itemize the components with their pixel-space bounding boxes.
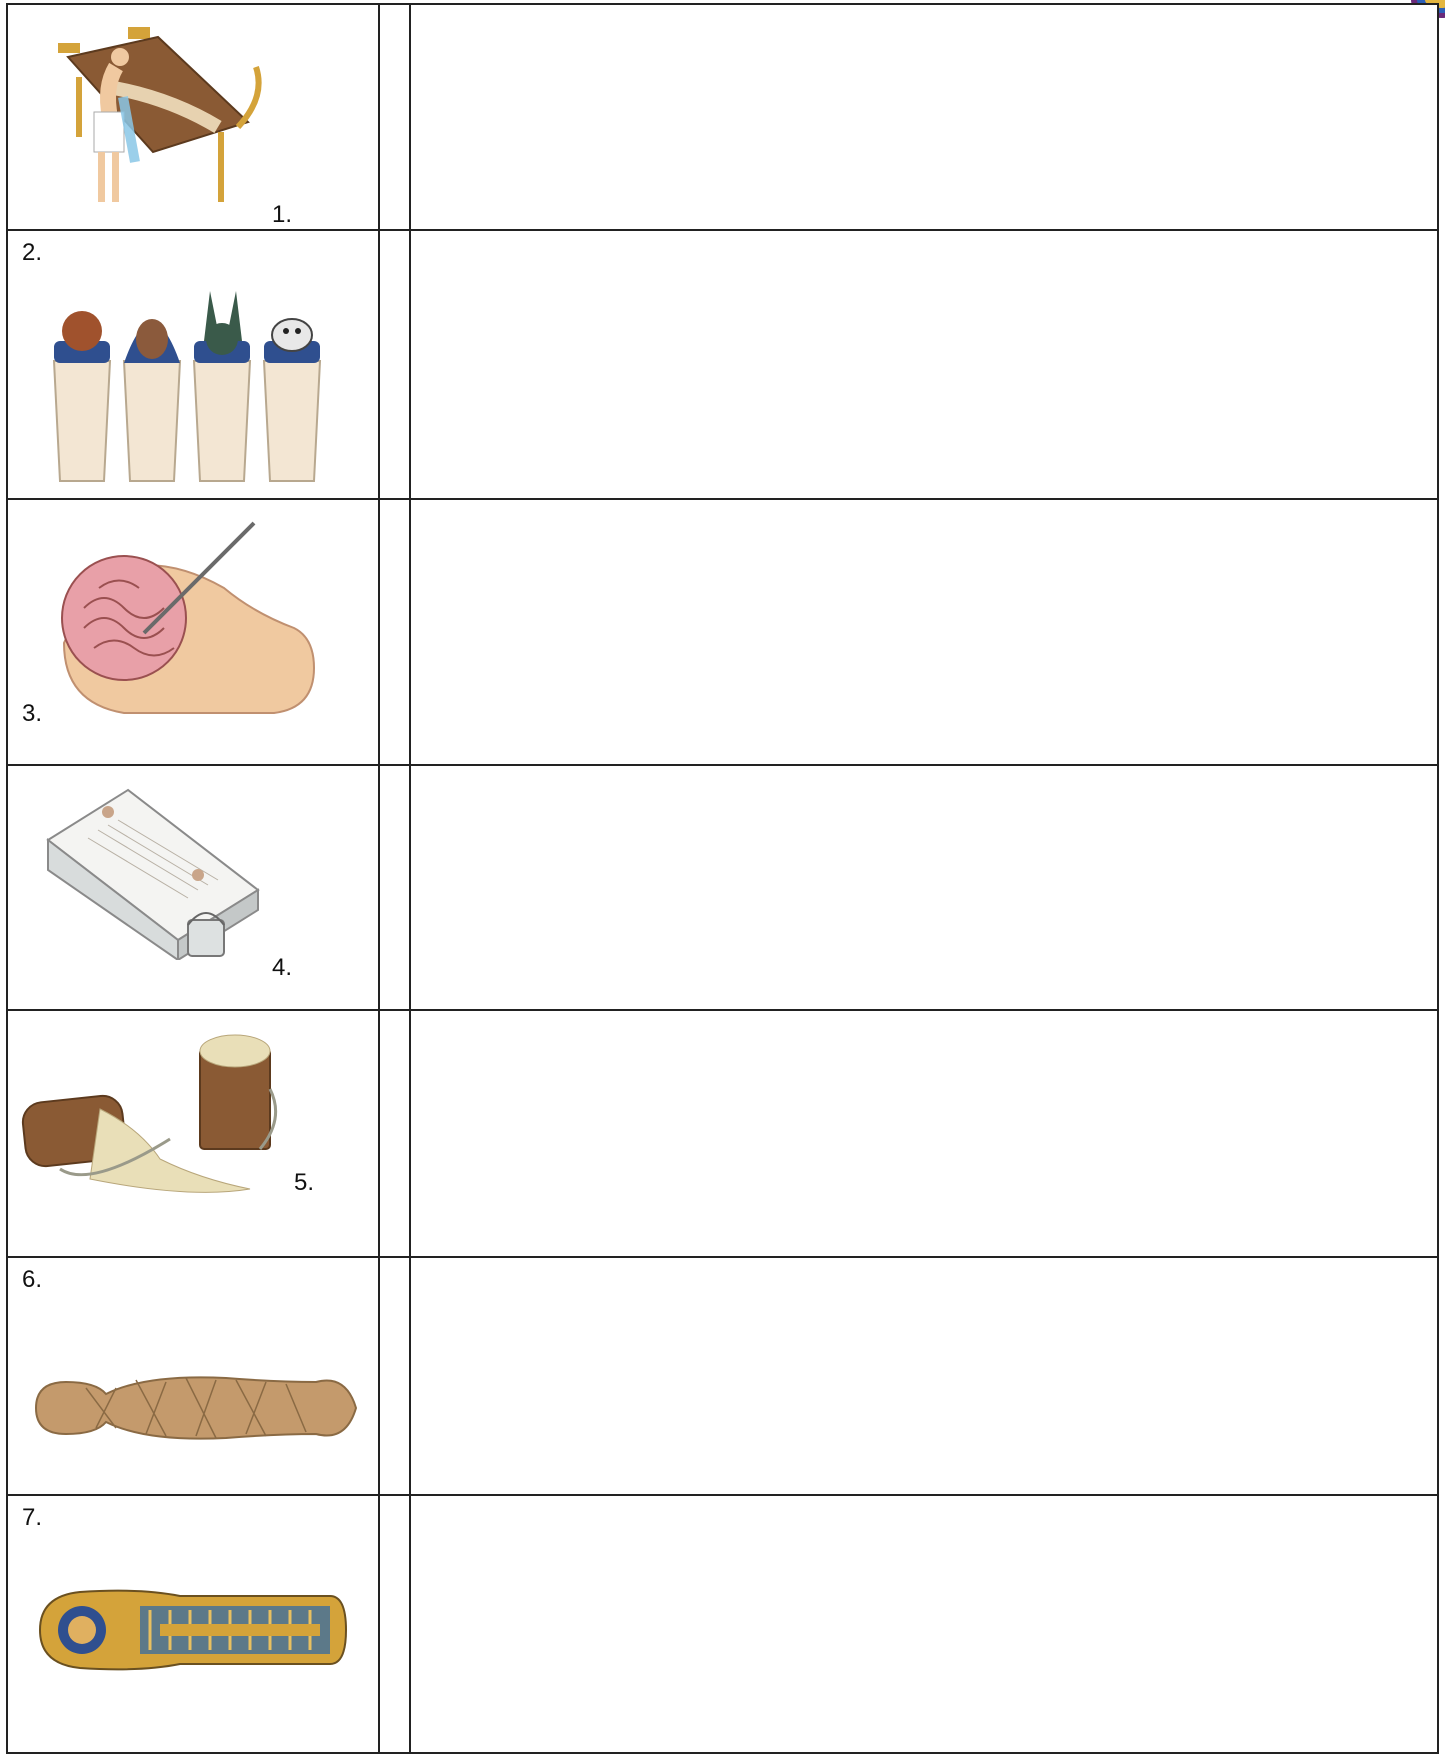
step-picture-cell-2 (6, 229, 380, 500)
step-answer-cell-7[interactable] (409, 1494, 1439, 1754)
natron-drying-box-icon (38, 780, 268, 960)
step-gap-cell-2 (380, 229, 409, 500)
step-picture-cell-7 (6, 1494, 380, 1754)
step-number-6: 6. (22, 1266, 43, 1293)
step-number-4: 4. (272, 954, 293, 981)
step-answer-cell-3[interactable] (409, 498, 1439, 766)
wrapped-mummy-icon (26, 1358, 366, 1458)
step-answer-cell-6[interactable] (409, 1256, 1439, 1496)
step-number-7: 7. (22, 1504, 43, 1531)
step-picture-cell-4 (6, 764, 380, 1011)
step-picture-cell-6 (6, 1256, 380, 1496)
brain-removal-hook-icon (54, 518, 344, 718)
step-gap-cell-3 (380, 498, 409, 766)
step-picture-cell-1 (6, 3, 380, 231)
step-number-5: 5. (294, 1169, 315, 1196)
sarcophagus-icon (30, 1580, 350, 1680)
step-picture-cell-3 (6, 498, 380, 766)
step-answer-cell-1[interactable] (409, 3, 1439, 231)
step-gap-cell-7 (380, 1494, 409, 1754)
step-gap-cell-4 (380, 764, 409, 1011)
natron-buckets-icon (20, 1029, 290, 1209)
step-gap-cell-6 (380, 1256, 409, 1496)
canopic-jars-icon (46, 291, 346, 491)
step-picture-cell-5 (6, 1009, 380, 1258)
step-number-1: 1. (272, 201, 293, 228)
step-number-3: 3. (22, 700, 43, 727)
step-gap-cell-1 (380, 3, 409, 231)
step-answer-cell-5[interactable] (409, 1009, 1439, 1258)
step-number-2: 2. (22, 239, 43, 266)
step-gap-cell-5 (380, 1009, 409, 1258)
step-answer-cell-2[interactable] (409, 229, 1439, 500)
step-answer-cell-4[interactable] (409, 764, 1439, 1011)
embalmer-washing-body-icon (48, 17, 278, 217)
